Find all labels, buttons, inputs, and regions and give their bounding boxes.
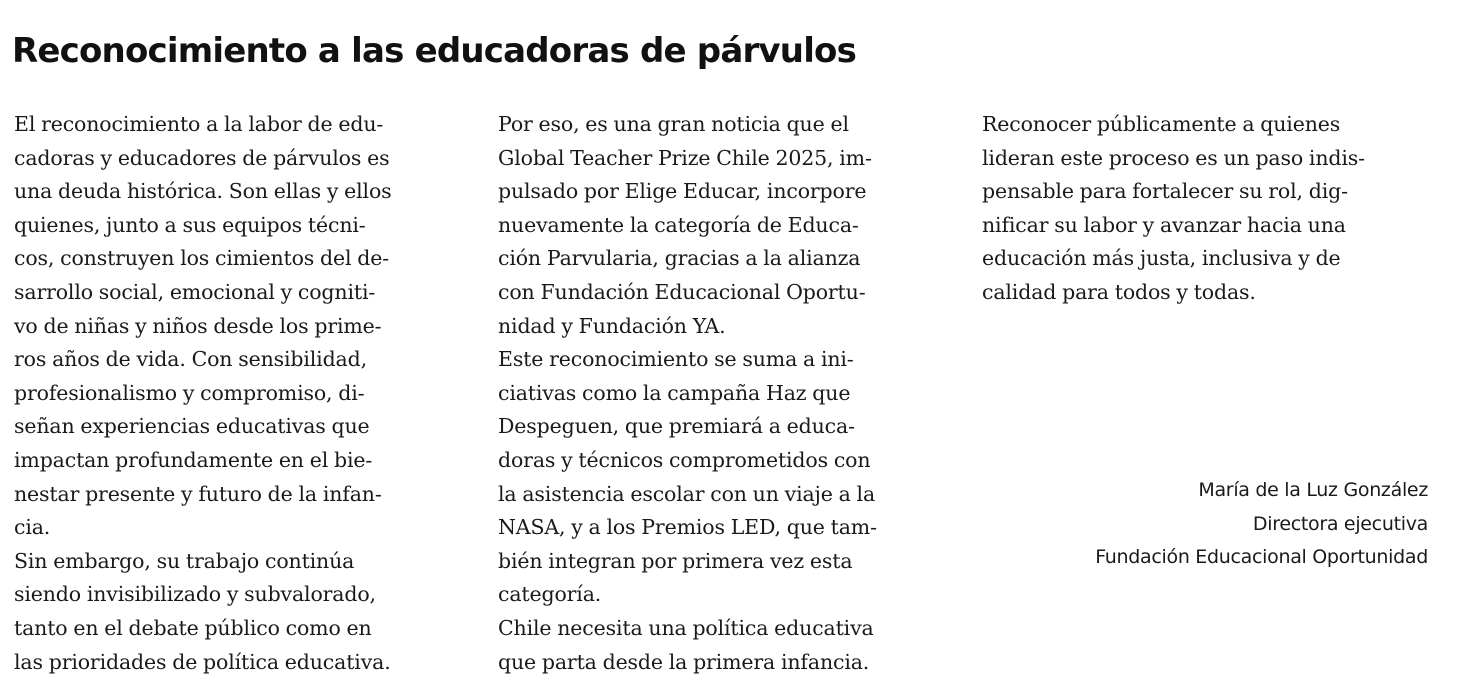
article-title: Reconocimiento a las educadoras de párvulos [12,31,857,71]
article-column-3 [982,108,1432,310]
text-line: calidad para todos y todas. [982,279,1256,304]
text-line: impactan profundamente en el bie- [14,447,373,472]
text-line: cos, construyen los cimientos del de- [14,246,389,271]
text-line: una deuda histórica. Son ellas y ellos [14,179,392,204]
text-line: señan experiencias educativas que [14,414,370,439]
author-position: Directora ejecutiva [1252,512,1428,535]
text-line: cadoras y educadores de párvulos es [14,145,390,170]
author-organization: Fundación Educacional Oportunidad [1095,546,1428,569]
text-line: Este reconocimiento se suma a ini- [498,347,854,372]
text-line: ros años de vida. Con sensibilidad, [14,347,367,372]
text-line: tanto en el debate público como en [14,615,372,640]
text-line: bién integran por primera vez esta [498,548,853,573]
author-signature [1095,474,1428,575]
text-line: ción Parvularia, gracias a la alianza [498,246,861,271]
text-line: que parta desde la primera infancia. [498,649,870,674]
text-line: doras y técnicos comprometidos con [498,447,871,472]
text-line: nuevamente la categoría de Educa- [498,212,859,237]
text-line: El reconocimiento a la labor de edu- [14,112,384,136]
text-line: las prioridades de política educativa. [14,649,391,674]
text-line: con Fundación Educacional Oportu- [498,279,866,304]
text-line: nestar presente y futuro de la infan- [14,481,382,506]
text-line: Global Teacher Prize Chile 2025, im- [498,145,872,170]
text-line: educación más justa, inclusiva y de [982,246,1341,271]
text-line: Despeguen, que premiará a educa- [498,414,855,439]
article-column-1 [14,108,464,679]
text-line: profesionalismo y compromiso, di- [14,380,365,405]
text-line: cia. [14,515,51,540]
text-line: NASA, y a los Premios LED, que tam- [498,515,877,540]
text-line: siendo invisibilizado y subvalorado, [14,582,376,607]
text-line: categoría. [498,582,602,607]
text-line: Reconocer públicamente a quienes [982,112,1341,136]
text-line: ciativas como la campaña Haz que [498,380,851,405]
text-line: pensable para fortalecer su rol, dig- [982,179,1348,204]
author-name: María de la Luz González [1198,479,1428,501]
text-line: Sin embargo, su trabajo continúa [14,548,355,573]
text-line: la asistencia escolar con un viaje a la [498,481,876,506]
text-line: nificar su labor y avanzar hacia una [982,212,1346,237]
text-line: sarrollo social, emocional y cogniti- [14,279,376,304]
text-line: lideran este proceso es un paso indis- [982,145,1365,170]
text-line: quienes, junto a sus equipos técni- [14,212,366,237]
text-line: vo de niñas y niños desde los prime- [14,313,382,338]
text-line: Por eso, es una gran noticia que el [498,112,849,136]
text-line: nidad y Fundación YA. [498,313,726,338]
text-line: pulsado por Elige Educar, incorpore [498,179,867,204]
article-column-2 [498,108,948,679]
text-line: Chile necesita una política educativa [498,615,874,640]
